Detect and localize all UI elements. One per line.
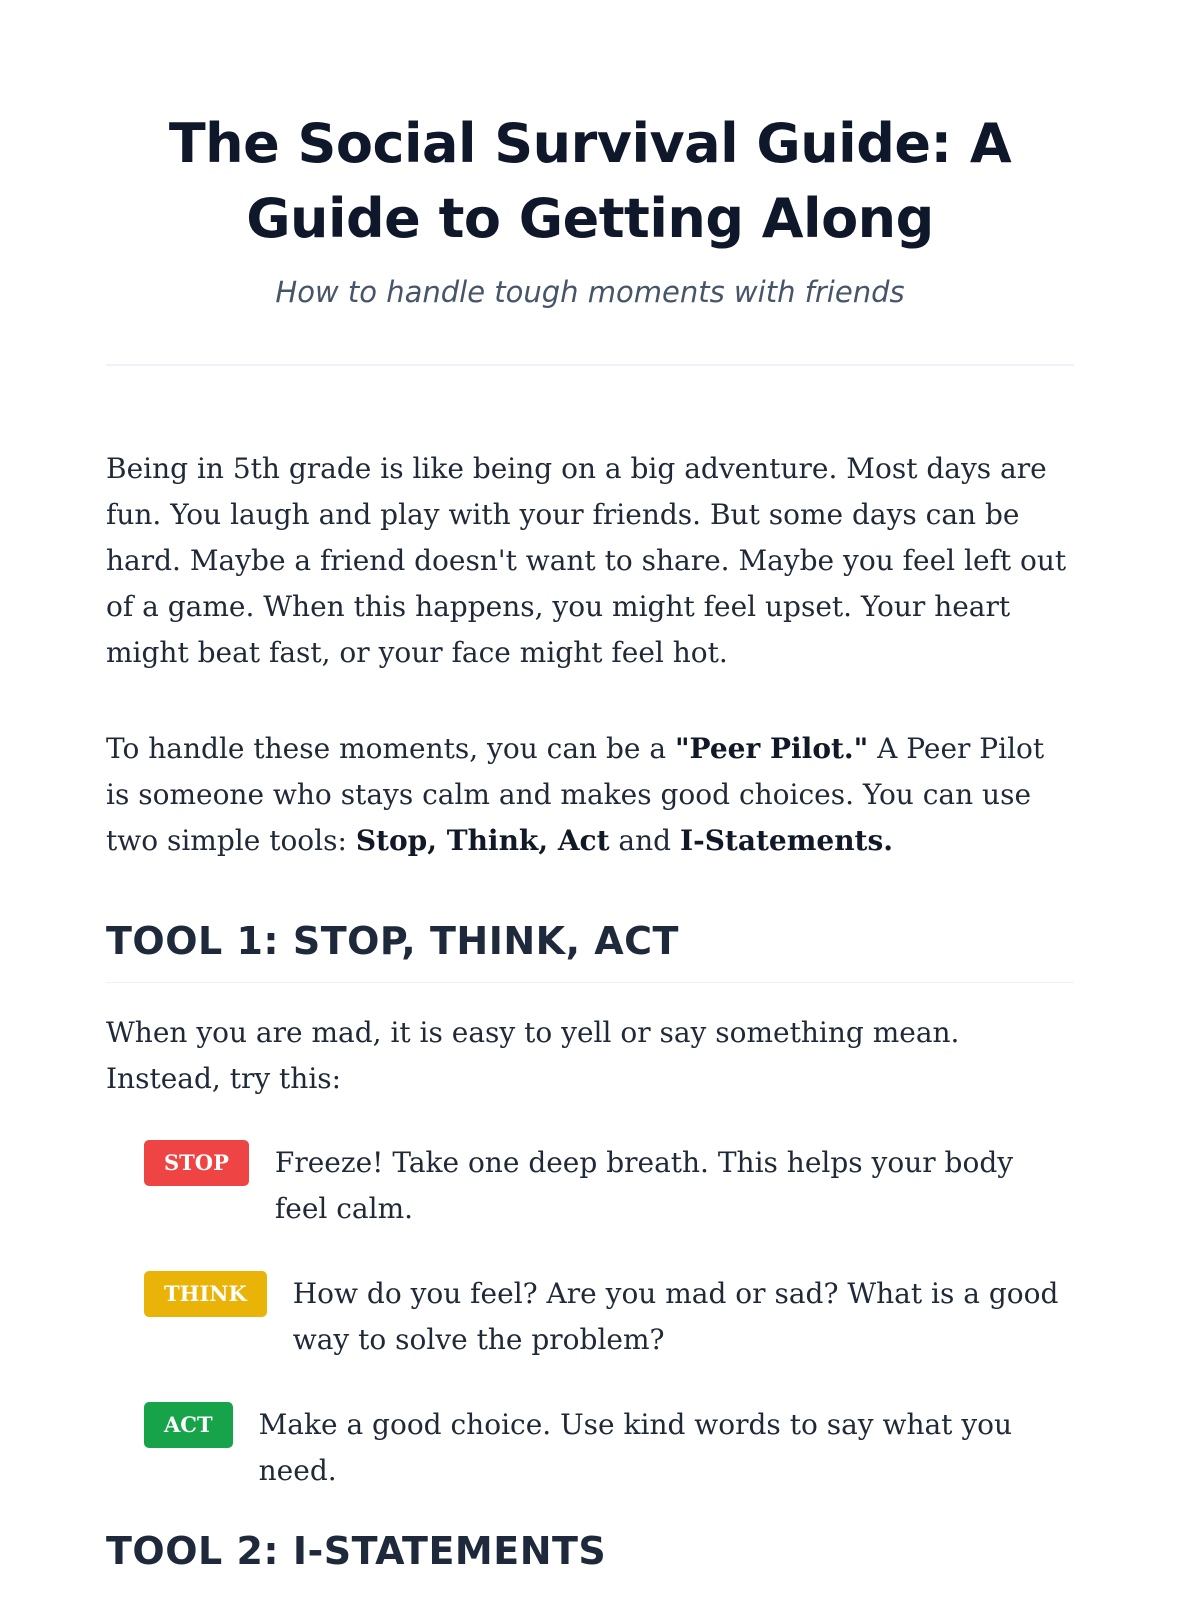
- step-think: [144, 1271, 1074, 1363]
- tool-2-heading: TOOL 2: I-STATEMENTS: [106, 1529, 607, 1573]
- intro-paragraph-1: Being in 5th grade is like being on a big adventure. Most days are fun. You laugh and play with your friends. But some days can be hard. Maybe a friend doesn't want to share. Maybe you feel left out of a game. When this happens, you might feel upset. Your heart might beat fast, or your face might feel hot.: [106, 452, 1067, 669]
- step-stop: [144, 1140, 1074, 1232]
- tool-1-heading: TOOL 1: STOP, THINK, ACT: [106, 919, 679, 963]
- tool-1-term: Stop, Think, Act: [355, 824, 610, 857]
- stop-step-text: Freeze! Take one deep breath. This helps your body feel calm.: [274, 1146, 1014, 1225]
- intro-text-middle: A Peer Pilot is someone who stays calm and makes good choices. You can use two simple tools:: [106, 732, 1045, 857]
- intro-text-and: and: [609, 824, 680, 857]
- think-step-text: How do you feel? Are you mad or sad? What is a good way to solve the problem?: [292, 1277, 1059, 1356]
- page-subtitle: How to handle tough moments with friends: [275, 275, 905, 309]
- peer-pilot-term: "Peer Pilot.": [674, 732, 869, 765]
- intro-text-before: To handle these moments, you can be a: [106, 732, 675, 765]
- title-divider: [106, 364, 1074, 366]
- act-step-text: Make a good choice. Use kind words to say what you need.: [258, 1408, 1013, 1487]
- tool-1-heading-divider: [106, 982, 1074, 983]
- act-badge: ACT: [144, 1402, 233, 1448]
- step-act: [144, 1402, 1074, 1494]
- stop-badge: STOP: [144, 1140, 249, 1186]
- intro-paragraph-2: [106, 726, 1074, 864]
- think-badge: THINK: [144, 1271, 267, 1317]
- tool-2-term: I-Statements.: [679, 824, 893, 857]
- tool-1-intro: When you are mad, it is easy to yell or say something mean. Instead, try this:: [106, 1016, 960, 1095]
- page-title: The Social Survival Guide: A Guide to Getting Along: [168, 112, 1012, 250]
